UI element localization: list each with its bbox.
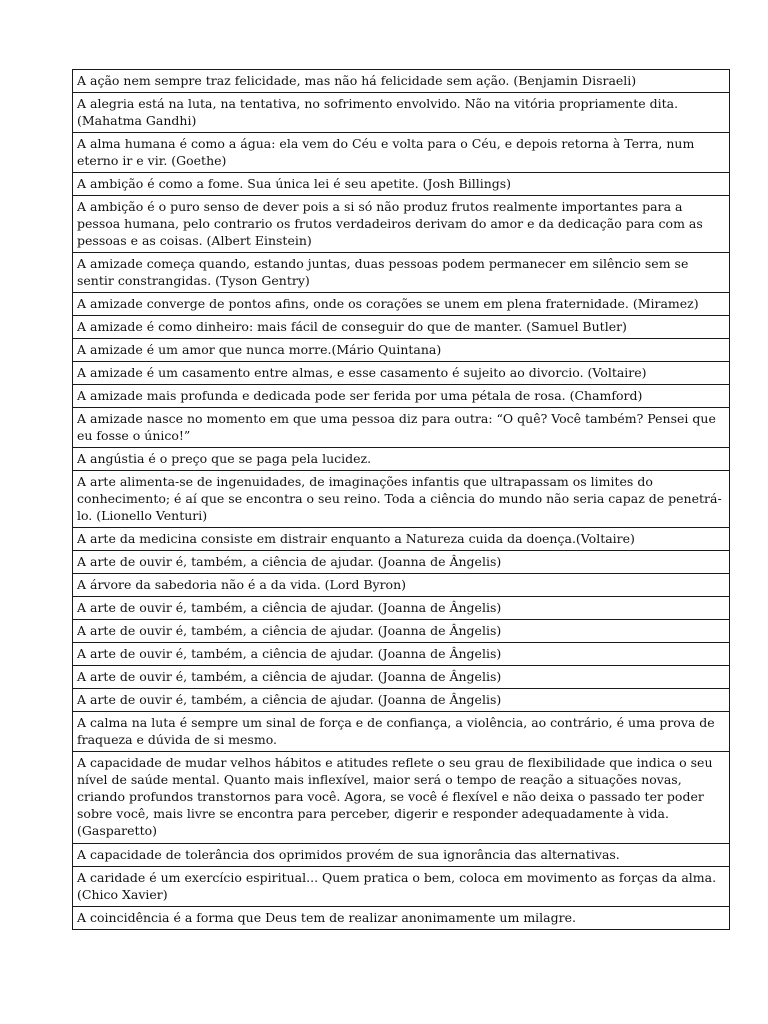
quote-cell: A amizade mais profunda e dedicada pode ser ferida por uma pétala de rosa. (Chamford) xyxy=(73,385,730,408)
table-row xyxy=(73,293,730,316)
table-row xyxy=(73,643,730,666)
quote-cell: A coincidência é a forma que Deus tem de realizar anonimamente um milagre. xyxy=(73,907,730,930)
quote-cell: A ação nem sempre traz felicidade, mas não há felicidade sem ação. (Benjamin Disraeli) xyxy=(73,70,730,93)
table-row xyxy=(73,867,730,907)
table-row xyxy=(73,597,730,620)
quote-cell: A arte de ouvir é, também, a ciência de ajudar. (Joanna de Ângelis) xyxy=(73,643,730,666)
document-page xyxy=(72,69,730,930)
quotes-table xyxy=(72,69,730,930)
table-row xyxy=(73,93,730,133)
table-row xyxy=(73,70,730,93)
quote-cell: A arte de ouvir é, também, a ciência de ajudar. (Joanna de Ângelis) xyxy=(73,551,730,574)
table-row xyxy=(73,133,730,173)
table-row xyxy=(73,666,730,689)
quote-cell: A alegria está na luta, na tentativa, no sofrimento envolvido. Não na vitória propriamente dita. (Mahatma Gandhi) xyxy=(73,93,730,133)
table-row xyxy=(73,551,730,574)
table-row xyxy=(73,253,730,293)
quote-cell: A amizade nasce no momento em que uma pessoa diz para outra: “O quê? Você também? Pensei que eu fosse o único!” xyxy=(73,408,730,448)
quote-cell: A capacidade de mudar velhos hábitos e atitudes reflete o seu grau de flexibilidade que indica o seu nível de saúde mental. Quanto mais inflexível, maior será o tempo de reação a situações novas, criando profundos transtornos para você. Agora, se você é flexível e não deixa o passado ter poder sobre você, mais livre se encontra para perceber, digerir e responder adequadamente à vida. (Gasparetto) xyxy=(73,752,730,844)
table-row xyxy=(73,907,730,930)
table-row xyxy=(73,689,730,712)
table-row xyxy=(73,574,730,597)
quote-cell: A ambição é o puro senso de dever pois a si só não produz frutos realmente importantes para a pessoa humana, pelo contrario os frutos verdadeiros derivam do amor e da dedicação para com as pessoas e as coisas. (Albert Einstein) xyxy=(73,196,730,253)
quote-cell: A amizade é como dinheiro: mais fácil de conseguir do que de manter. (Samuel Butler) xyxy=(73,316,730,339)
table-row xyxy=(73,339,730,362)
quote-cell: A arte de ouvir é, também, a ciência de ajudar. (Joanna de Ângelis) xyxy=(73,666,730,689)
table-row xyxy=(73,408,730,448)
quote-cell: A amizade é um casamento entre almas, e esse casamento é sujeito ao divorcio. (Voltaire) xyxy=(73,362,730,385)
quote-cell: A caridade é um exercício espiritual... Quem pratica o bem, coloca em movimento as forças da alma. (Chico Xavier) xyxy=(73,867,730,907)
table-row xyxy=(73,196,730,253)
table-row xyxy=(73,316,730,339)
table-row xyxy=(73,471,730,528)
table-row xyxy=(73,173,730,196)
quote-cell: A amizade é um amor que nunca morre.(Mário Quintana) xyxy=(73,339,730,362)
quote-cell: A amizade começa quando, estando juntas, duas pessoas podem permanecer em silêncio sem se sentir constrangidas. (Tyson Gentry) xyxy=(73,253,730,293)
table-row xyxy=(73,528,730,551)
quote-cell: A capacidade de tolerância dos oprimidos provém de sua ignorância das alternativas. xyxy=(73,844,730,867)
table-row xyxy=(73,362,730,385)
quote-cell: A árvore da sabedoria não é a da vida. (Lord Byron) xyxy=(73,574,730,597)
quote-cell: A arte da medicina consiste em distrair enquanto a Natureza cuida da doença.(Voltaire) xyxy=(73,528,730,551)
quote-cell: A arte de ouvir é, também, a ciência de ajudar. (Joanna de Ângelis) xyxy=(73,689,730,712)
quote-cell: A ambição é como a fome. Sua única lei é seu apetite. (Josh Billings) xyxy=(73,173,730,196)
quote-cell: A calma na luta é sempre um sinal de força e de confiança, a violência, ao contrário, é uma prova de fraqueza e dúvida de si mesmo. xyxy=(73,712,730,752)
quote-cell: A angústia é o preço que se paga pela lucidez. xyxy=(73,448,730,471)
table-row xyxy=(73,844,730,867)
quote-cell: A arte alimenta-se de ingenuidades, de imaginações infantis que ultrapassam os limites do conhecimento; é aí que se encontra o seu reino. Toda a ciência do mundo não seria capaz de penetrá-lo. (Lionello Venturi) xyxy=(73,471,730,528)
table-row xyxy=(73,712,730,752)
quote-cell: A arte de ouvir é, também, a ciência de ajudar. (Joanna de Ângelis) xyxy=(73,620,730,643)
table-row xyxy=(73,620,730,643)
quote-cell: A amizade converge de pontos afins, onde os corações se unem em plena fraternidade. (Miramez) xyxy=(73,293,730,316)
table-row xyxy=(73,385,730,408)
quote-cell: A alma humana é como a água: ela vem do Céu e volta para o Céu, e depois retorna à Terra, num eterno ir e vir. (Goethe) xyxy=(73,133,730,173)
table-row xyxy=(73,448,730,471)
table-row xyxy=(73,752,730,844)
quote-cell: A arte de ouvir é, também, a ciência de ajudar. (Joanna de Ângelis) xyxy=(73,597,730,620)
